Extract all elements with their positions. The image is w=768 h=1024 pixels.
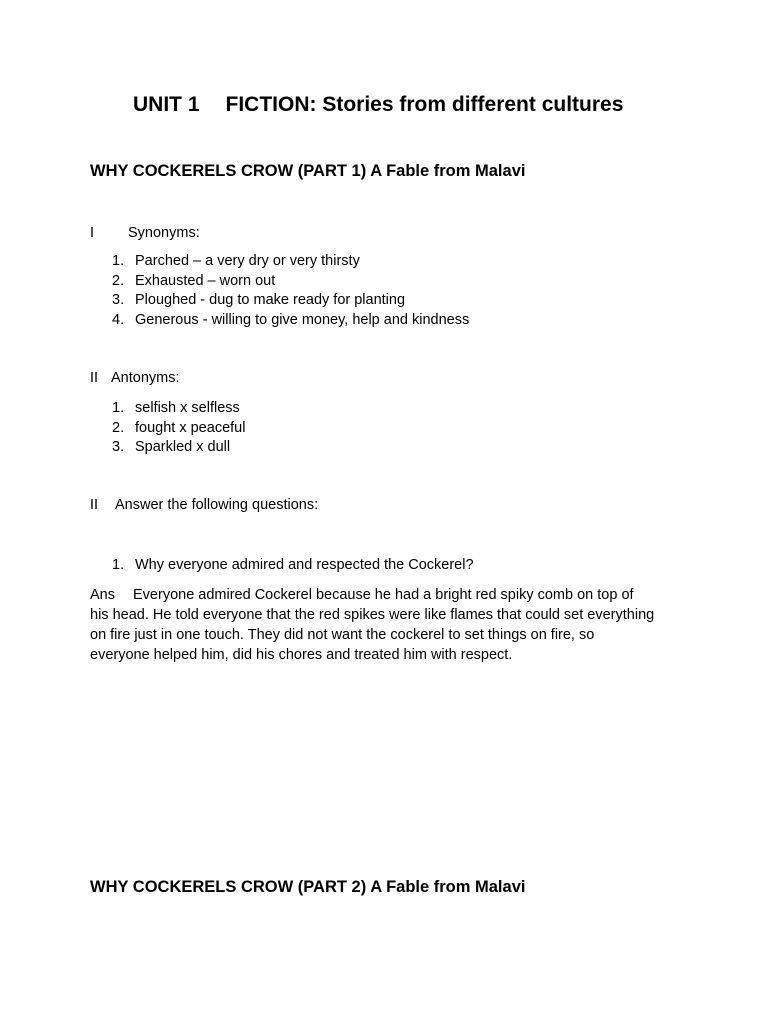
list-item: 1. selfish x selfless	[112, 400, 240, 416]
questions-label	[90, 497, 318, 513]
answer-line: his head. He told everyone that the red spikes were like flames that could set everything	[90, 607, 655, 623]
answer-line: everyone helped him, did his chores and treated him with respect.	[90, 647, 513, 663]
list-item: 4. Generous - willing to give money, help and kindness	[112, 311, 470, 328]
questions-numeral: II	[90, 497, 99, 513]
part1-heading: WHY COCKERELS CROW (PART 1) A Fable from Malavi	[90, 162, 526, 180]
answer-label: Ans	[90, 587, 115, 603]
questions-label-text: Answer the following questions:	[115, 497, 319, 513]
list-item: 3. Ploughed - dug to make ready for planting	[112, 292, 406, 308]
antonyms-label	[90, 370, 180, 386]
answer-paragraph	[90, 585, 690, 665]
antonyms-list	[112, 399, 245, 458]
answer-line: on fire just in one touch. They did not want the cockerel to set things on fire, so	[90, 627, 595, 643]
list-item: 3. Sparkled x dull	[112, 439, 231, 455]
list-item: 1. Parched – a very dry or very thirsty	[112, 253, 360, 269]
unit-number: UNIT 1	[133, 93, 200, 116]
questions-list	[112, 556, 474, 576]
synonyms-numeral: I	[90, 225, 95, 241]
synonyms-list	[112, 252, 469, 330]
part2-heading: WHY COCKERELS CROW (PART 2) A Fable from Malavi	[90, 878, 526, 896]
list-item: 1. Why everyone admired and respected the Cockerel?	[112, 557, 474, 573]
antonyms-numeral: II	[90, 370, 99, 386]
synonyms-label	[90, 225, 200, 241]
synonyms-label-text: Synonyms:	[128, 225, 200, 241]
page-title	[133, 93, 623, 117]
answer-line: Ans Everyone admired Cockerel because he had a bright red spiky comb on top of	[90, 587, 634, 603]
list-item: 2. fought x peaceful	[112, 419, 246, 436]
list-item: 2. Exhausted – worn out	[112, 272, 276, 289]
unit-title-text: FICTION: Stories from different cultures	[225, 93, 624, 116]
antonyms-label-text: Antonyms:	[111, 370, 180, 386]
